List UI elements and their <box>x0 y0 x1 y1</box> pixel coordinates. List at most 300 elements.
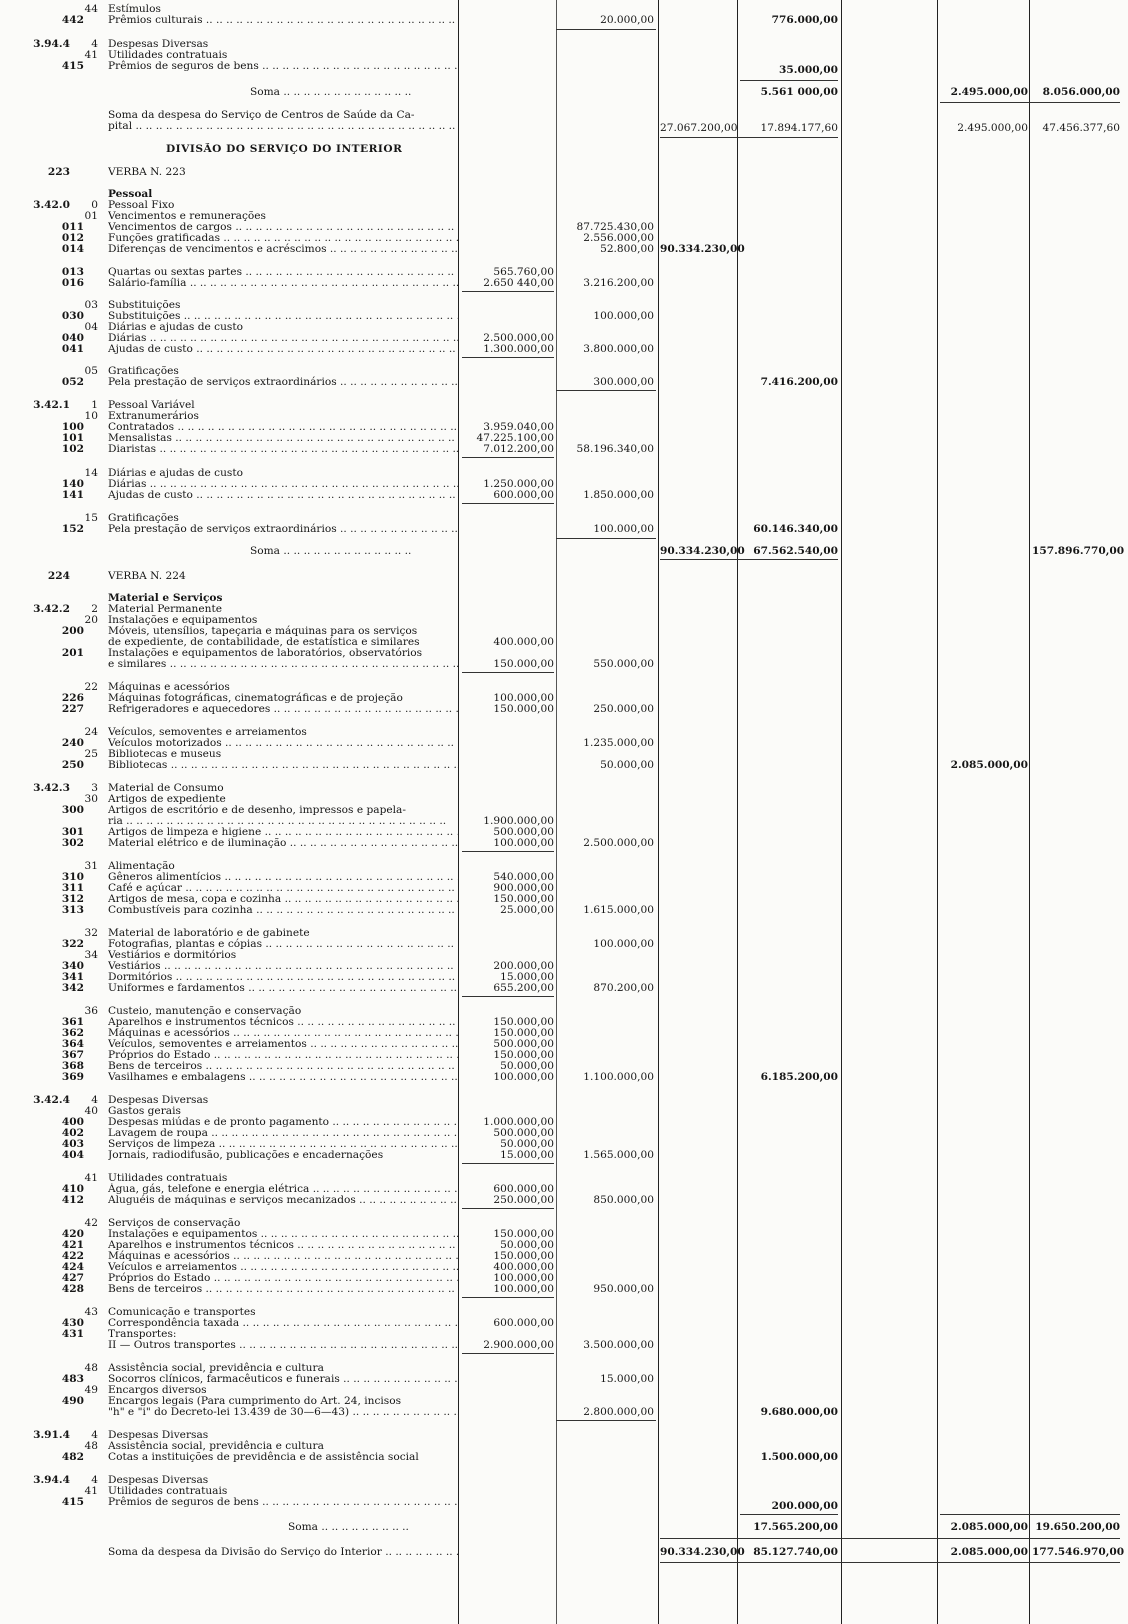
sum-rule <box>660 137 838 138</box>
amount-col-2: 2.800.000,00 <box>583 1406 654 1418</box>
item-description: e similares .. .. <box>108 658 458 670</box>
classification-code: 3.42.0 <box>33 199 70 211</box>
item-description: Aluguéis de máquinas e serviços mecanizados .. .. <box>108 1194 458 1206</box>
amount-col-1: 1.300.000,00 <box>483 343 554 355</box>
amount-col-4: 9.680.000,00 <box>760 1406 838 1418</box>
item-code: 415 <box>61 60 84 72</box>
item-code: 311 <box>61 882 84 894</box>
item-description: Aparelhos e instrumentos técnicos .. .. <box>108 1239 458 1251</box>
item-description: Gastos gerais <box>108 1105 181 1117</box>
amount-col-2: 1.235.000,00 <box>583 737 654 749</box>
amount-col-7: 157.896.770,00 <box>1032 545 1125 557</box>
item-code: 422 <box>61 1250 84 1262</box>
amount-col-2: 3.216.200,00 <box>583 277 654 289</box>
item-description: Gratificações <box>108 512 179 524</box>
sum-rule <box>462 672 554 673</box>
item-description: Ajudas de custo .. .. <box>108 343 458 355</box>
item-description: Encargos legais (Para cumprimento do Art. 24, incisos <box>108 1395 402 1407</box>
amount-col-6: 2.085.000,00 <box>950 1521 1028 1533</box>
item-code: 313 <box>61 904 84 916</box>
subgroup-code: 3 <box>91 782 98 794</box>
item-code: 300 <box>61 804 84 816</box>
sum-rule <box>462 357 554 358</box>
sum-label: Soma .. .. <box>250 86 411 98</box>
item-description: Bibliotecas .. .. <box>108 759 458 771</box>
budget-line <box>0 376 1128 388</box>
amount-col-2: 1.850.000,00 <box>583 489 654 501</box>
sum-rule <box>660 1538 1120 1539</box>
item-description: Instalações e equipamentos <box>108 614 258 626</box>
subgroup-code: 48 <box>84 1362 98 1374</box>
amount-col-1: 50.000,00 <box>500 1138 554 1150</box>
item-code: 403 <box>61 1138 84 1150</box>
item-description: Material elétrico e de iluminação .. .. <box>108 837 458 849</box>
item-code: 250 <box>61 759 84 771</box>
item-code: 016 <box>61 277 84 289</box>
sum-rule <box>556 1420 656 1421</box>
amount-col-1: 47.225.100,00 <box>476 432 554 444</box>
budget-line <box>0 703 1128 715</box>
item-description: Fotografias, plantas e cópias .. .. <box>108 938 458 950</box>
item-code: 226 <box>61 692 84 704</box>
subgroup-code: 44 <box>84 3 98 15</box>
item-description: Prêmios de seguros de bens .. .. <box>108 60 458 72</box>
item-description: Dormitórios .. .. <box>108 971 458 983</box>
subgroup-code: 41 <box>84 1485 98 1497</box>
subgroup-code: 4 <box>91 1429 98 1441</box>
amount-col-6: 2.085.000,00 <box>950 759 1028 771</box>
amount-col-3: 90.334.230,00 <box>660 243 745 255</box>
amount-col-6: 2.085.000,00 <box>950 1546 1028 1558</box>
sum-rule <box>660 559 838 560</box>
item-code: 030 <box>61 310 84 322</box>
budget-line <box>0 14 1128 26</box>
amount-col-1: 655.200,00 <box>493 982 554 994</box>
item-description: Despesas Diversas <box>108 38 209 50</box>
sum-rule <box>940 1514 1120 1515</box>
sum-rule <box>462 457 554 458</box>
item-description: Artigos de mesa, copa e cozinha .. .. <box>108 893 458 905</box>
item-code: 102 <box>61 443 84 455</box>
amount-col-1: 150.000,00 <box>493 658 554 670</box>
amount-col-4: 85.127.740,00 <box>753 1546 838 1558</box>
amount-col-2: 100.000,00 <box>593 523 654 535</box>
budget-line <box>0 1521 1128 1533</box>
item-description: Veículos, semoventes e arreiamentos .. .. <box>108 1038 458 1050</box>
amount-col-3: 90.334.230,00 <box>660 545 745 557</box>
item-description: Bens de terceiros .. .. <box>108 1283 458 1295</box>
amount-col-7: 47.456.377,60 <box>1042 122 1120 134</box>
sum-rule <box>940 102 1120 103</box>
subgroup-code: 42 <box>84 1217 98 1229</box>
budget-line <box>0 143 1128 155</box>
item-description: Diárias .. .. <box>108 332 458 344</box>
item-description: Combustíveis para cozinha .. .. <box>108 904 458 916</box>
item-code: 014 <box>61 243 84 255</box>
item-description: Veículos motorizados .. .. <box>108 737 458 749</box>
item-code: 368 <box>61 1060 84 1072</box>
item-description: Cotas a instituições de previdência e de assistência social <box>108 1451 419 1463</box>
sum-rule <box>462 851 554 852</box>
amount-col-1: 150.000,00 <box>493 1027 554 1039</box>
amount-col-4: 6.185.200,00 <box>760 1071 838 1083</box>
amount-col-2: 1.100.000,00 <box>583 1071 654 1083</box>
amount-col-4: 7.416.200,00 <box>760 376 838 388</box>
amount-col-1: 150.000,00 <box>493 1049 554 1061</box>
amount-col-2: 2.500.000,00 <box>583 837 654 849</box>
item-code: 322 <box>61 938 84 950</box>
item-description: Máquinas e acessórios <box>108 681 230 693</box>
subgroup-code: 36 <box>84 1005 98 1017</box>
subgroup-code: 4 <box>91 1474 98 1486</box>
item-code: 101 <box>61 432 84 444</box>
item-description: Assistência social, previdência e cultura <box>108 1362 324 1374</box>
item-description: Transportes: <box>108 1328 177 1340</box>
item-description: Despesas Diversas <box>108 1474 209 1486</box>
item-description: Contratados .. .. <box>108 421 458 433</box>
amount-col-2: 3.500.000,00 <box>583 1339 654 1351</box>
item-description: Diárias e ajudas de custo <box>108 321 243 333</box>
budget-line <box>0 122 1128 134</box>
item-description: Refrigeradores e aquecedores .. .. <box>108 703 458 715</box>
item-description: Encargos diversos <box>108 1384 207 1396</box>
amount-col-1: 540.000,00 <box>493 871 554 883</box>
sum-rule <box>462 1353 554 1354</box>
item-description: Diferenças de vencimentos e acréscimos .. .. <box>108 243 458 255</box>
amount-col-3: 27.067.200,00 <box>660 122 738 134</box>
item-description: Máquinas e acessórios .. .. <box>108 1250 458 1262</box>
budget-line <box>0 1546 1128 1558</box>
item-description: Alimentação <box>108 860 175 872</box>
item-description: Despesas Diversas <box>108 1429 209 1441</box>
item-description: Vestiários e dormitórios <box>108 949 237 961</box>
amount-col-1: 200.000,00 <box>493 960 554 972</box>
item-description: Comunicação e transportes <box>108 1306 256 1318</box>
item-description: Soma da despesa da Divisão do Serviço do Interior .. .. <box>108 1546 458 1558</box>
item-description: pital .. .. <box>108 120 455 132</box>
amount-col-4: 5.561 000,00 <box>760 86 838 98</box>
subgroup-code: 40 <box>84 1105 98 1117</box>
amount-col-4: 67.562.540,00 <box>753 545 838 557</box>
subgroup-code: 03 <box>84 299 98 311</box>
budget-line <box>0 545 1128 557</box>
item-code: 100 <box>61 421 84 433</box>
amount-col-1: 565.760,00 <box>493 266 554 278</box>
sum-label: Soma .. .. <box>288 1521 409 1533</box>
subgroup-code: 14 <box>84 467 98 479</box>
sum-rule <box>660 1562 1120 1563</box>
amount-col-1: 25.000,00 <box>500 904 554 916</box>
classification-code: 3.42.3 <box>33 782 70 794</box>
amount-col-2: 20.000,00 <box>600 14 654 26</box>
item-description: Móveis, utensílios, tapeçaria e máquinas para os serviços <box>108 625 418 637</box>
item-code: 364 <box>61 1038 84 1050</box>
item-code: 442 <box>61 14 84 26</box>
amount-col-1: 2.650 440,00 <box>483 277 554 289</box>
item-code: 041 <box>61 343 84 355</box>
amount-col-7: 177.546.970,00 <box>1032 1546 1125 1558</box>
item-description: Lavagem de roupa .. .. <box>108 1127 458 1139</box>
item-code: 141 <box>61 489 84 501</box>
budget-line <box>0 1149 1128 1161</box>
item-description: Custeio, manutenção e conservação <box>108 1005 302 1017</box>
subgroup-code: 04 <box>84 321 98 333</box>
amount-col-1: 500.000,00 <box>493 1127 554 1139</box>
item-description: Socorros clínicos, farmacêuticos e funerais .. .. <box>108 1373 458 1385</box>
item-code: 227 <box>61 703 84 715</box>
item-code: 421 <box>61 1239 84 1251</box>
item-description: Utilidades contratuais <box>108 1485 228 1497</box>
subgroup-code: 49 <box>84 1384 98 1396</box>
amount-col-1: 2.900.000,00 <box>483 1339 554 1351</box>
item-code: 402 <box>61 1127 84 1139</box>
item-description: Despesas Diversas <box>108 1094 209 1106</box>
item-description: Funções gratificadas .. .. <box>108 232 458 244</box>
amount-col-1: 400.000,00 <box>493 636 554 648</box>
budget-line <box>0 1406 1128 1418</box>
budget-line <box>0 1283 1128 1295</box>
amount-col-2: 1.615.000,00 <box>583 904 654 916</box>
item-description: Artigos de expediente <box>108 793 226 805</box>
item-description: Pessoal Variável <box>108 399 195 411</box>
item-code: 012 <box>61 232 84 244</box>
item-description: Serviços de conservação <box>108 1217 241 1229</box>
amount-col-7: 8.056.000,00 <box>1042 86 1120 98</box>
amount-col-1: 3.959.040,00 <box>483 421 554 433</box>
item-code: 369 <box>61 1071 84 1083</box>
budget-line <box>0 759 1128 771</box>
item-code: 342 <box>61 982 84 994</box>
item-description: Aparelhos e instrumentos técnicos .. .. <box>108 1016 458 1028</box>
classification-code: 223 <box>47 166 70 178</box>
item-description: Vencimentos e remunerações <box>108 210 266 222</box>
amount-col-1: 600.000,00 <box>493 1317 554 1329</box>
amount-col-2: 850.000,00 <box>593 1194 654 1206</box>
item-code: 340 <box>61 960 84 972</box>
budget-line <box>0 166 1128 178</box>
subgroup-code: 0 <box>91 199 98 211</box>
sum-rule <box>462 1208 554 1209</box>
budget-line <box>0 277 1128 289</box>
amount-col-1: 600.000,00 <box>493 489 554 501</box>
item-code: 428 <box>61 1283 84 1295</box>
amount-col-2: 15.000,00 <box>600 1373 654 1385</box>
item-description: Ajudas de custo .. .. <box>108 489 458 501</box>
item-description: VERBA N. 224 <box>108 570 186 582</box>
subgroup-code: 43 <box>84 1306 98 1318</box>
classification-code: 3.42.4 <box>33 1094 70 1106</box>
amount-col-4: 60.146.340,00 <box>753 523 838 535</box>
item-code: 482 <box>61 1451 84 1463</box>
section-heading: DIVISÃO DO SERVIÇO DO INTERIOR <box>166 143 403 155</box>
item-description: Substituições <box>108 299 181 311</box>
item-description: Material de Consumo <box>108 782 224 794</box>
item-code: 201 <box>61 647 84 659</box>
subgroup-code: 48 <box>84 1440 98 1452</box>
amount-col-1: 400.000,00 <box>493 1261 554 1273</box>
amount-col-4: 17.565.200,00 <box>753 1521 838 1533</box>
item-code: 302 <box>61 837 84 849</box>
item-code: 430 <box>61 1317 84 1329</box>
subgroup-code: 01 <box>84 210 98 222</box>
item-description: Substituições .. .. <box>108 310 458 322</box>
subgroup-code: 20 <box>84 614 98 626</box>
item-description: de expediente, de contabilidade, de estatística e similares <box>108 636 420 648</box>
subgroup-code: 24 <box>84 726 98 738</box>
amount-col-7: 19.650.200,00 <box>1035 1521 1120 1533</box>
amount-col-2: 870.200,00 <box>593 982 654 994</box>
item-code: 011 <box>61 221 84 233</box>
subgroup-code: 25 <box>84 748 98 760</box>
item-description: Máquinas e acessórios .. .. <box>108 1027 458 1039</box>
item-description: ria .. .. <box>108 815 446 827</box>
item-description: Veículos e arreiamentos .. .. <box>108 1261 458 1273</box>
item-code: 040 <box>61 332 84 344</box>
amount-col-2: 3.800.000,00 <box>583 343 654 355</box>
sum-rule <box>462 503 554 504</box>
item-description: Água, gás, telefone e energia elétrica .. .. <box>108 1183 458 1195</box>
amount-col-2: 2.556.000,00 <box>583 232 654 244</box>
item-description: Material de laboratório e de gabinete <box>108 927 310 939</box>
amount-col-1: 600.000,00 <box>493 1183 554 1195</box>
amount-col-1: 150.000,00 <box>493 1016 554 1028</box>
item-description: Próprios do Estado .. .. <box>108 1272 458 1284</box>
item-code: 415 <box>61 1496 84 1508</box>
subgroup-code: 10 <box>84 410 98 422</box>
item-description: Extranumerários <box>108 410 199 422</box>
item-description: Soma da despesa do Serviço de Centros de Saúde da Ca- <box>108 109 415 121</box>
budget-line <box>0 443 1128 455</box>
classification-code: 3.94.4 <box>33 38 70 50</box>
budget-line <box>0 64 1128 76</box>
sum-rule <box>462 1297 554 1298</box>
item-description: Diaristas .. .. <box>108 443 458 455</box>
amount-col-1: 150.000,00 <box>493 893 554 905</box>
subgroup-code: 41 <box>84 49 98 61</box>
sum-rule <box>462 996 554 997</box>
item-description: Café e açúcar .. .. <box>108 882 458 894</box>
item-description: Quartas ou sextas partes .. .. <box>108 266 458 278</box>
item-description: Gratificações <box>108 365 179 377</box>
subgroup-code: 22 <box>84 681 98 693</box>
item-description: VERBA N. 223 <box>108 166 186 178</box>
item-description: Salário-família .. .. <box>108 277 458 289</box>
sum-rule <box>462 1163 554 1164</box>
item-description: Gêneros alimentícios .. .. <box>108 871 458 883</box>
subgroup-code: 32 <box>84 927 98 939</box>
amount-col-2: 950.000,00 <box>593 1283 654 1295</box>
item-code: 412 <box>61 1194 84 1206</box>
item-description: Mensalistas .. .. <box>108 432 458 444</box>
subgroup-code: 2 <box>91 603 98 615</box>
budget-line <box>0 523 1128 535</box>
budget-line <box>0 570 1128 582</box>
item-code: 362 <box>61 1027 84 1039</box>
amount-col-3: 90.334.230,00 <box>660 1546 745 1558</box>
item-description: Prêmios de seguros de bens .. .. <box>108 1496 458 1508</box>
item-description: Vencimentos de cargos .. .. <box>108 221 458 233</box>
item-code: 483 <box>61 1373 84 1385</box>
amount-col-1: 7.012.200,00 <box>483 443 554 455</box>
sum-rule <box>740 1514 838 1515</box>
amount-col-4: 776.000,00 <box>771 14 838 26</box>
item-code: 361 <box>61 1016 84 1028</box>
amount-col-2: 300.000,00 <box>593 376 654 388</box>
sum-rule <box>740 80 838 81</box>
amount-col-1: 250.000,00 <box>493 1194 554 1206</box>
item-description: Próprios do Estado .. .. <box>108 1049 458 1061</box>
sum-label: Soma .. .. <box>250 545 411 557</box>
amount-col-1: 150.000,00 <box>493 1250 554 1262</box>
item-description: Pela prestação de serviços extraordinários .. .. <box>108 376 458 388</box>
item-code: 312 <box>61 893 84 905</box>
amount-col-1: 2.500.000,00 <box>483 332 554 344</box>
item-description: Bens de terceiros .. .. <box>108 1060 458 1072</box>
budget-line <box>0 904 1128 916</box>
item-description: Material Permanente <box>108 603 223 615</box>
item-code: 341 <box>61 971 84 983</box>
budget-line <box>0 658 1128 670</box>
item-code: 310 <box>61 871 84 883</box>
budget-line <box>0 343 1128 355</box>
item-code: 427 <box>61 1272 84 1284</box>
budget-line <box>0 489 1128 501</box>
amount-col-1: 500.000,00 <box>493 1038 554 1050</box>
amount-col-4: 35.000,00 <box>779 64 838 76</box>
classification-code: 3.42.1 <box>33 399 70 411</box>
amount-col-1: 100.000,00 <box>493 837 554 849</box>
sum-rule <box>556 29 656 30</box>
item-code: 404 <box>61 1149 84 1161</box>
subgroup-code: 31 <box>84 860 98 872</box>
item-code: 140 <box>61 478 84 490</box>
item-description: Jornais, radiodifusão, publicações e encadernações <box>108 1149 384 1161</box>
amount-col-2: 1.565.000,00 <box>583 1149 654 1161</box>
item-description: Pessoal Fixo <box>108 199 175 211</box>
item-code: 400 <box>61 1116 84 1128</box>
subgroup-code: 30 <box>84 793 98 805</box>
amount-col-6: 2.495.000,00 <box>957 122 1028 134</box>
budget-line <box>0 86 1128 98</box>
amount-col-2: 87.725.430,00 <box>576 221 654 233</box>
item-description: Serviços de limpeza .. .. <box>108 1138 458 1150</box>
item-description: Bibliotecas e museus <box>108 748 222 760</box>
item-code: 013 <box>61 266 84 278</box>
item-code: 410 <box>61 1183 84 1195</box>
amount-col-2: 58.196.340,00 <box>576 443 654 455</box>
subgroup-code: 34 <box>84 949 98 961</box>
sum-rule <box>556 538 656 539</box>
amount-col-1: 150.000,00 <box>493 703 554 715</box>
item-description: Utilidades contratuais <box>108 1172 228 1184</box>
item-description: Vestiários .. .. <box>108 960 458 972</box>
item-description: Pessoal <box>108 188 153 200</box>
subgroup-code: 4 <box>91 1094 98 1106</box>
budget-line <box>0 1500 1128 1512</box>
amount-col-2: 100.000,00 <box>593 938 654 950</box>
amount-col-1: 15.000,00 <box>500 971 554 983</box>
amount-col-1: 150.000,00 <box>493 1228 554 1240</box>
item-code: 052 <box>61 376 84 388</box>
amount-col-6: 2.495.000,00 <box>950 86 1028 98</box>
item-description: Diárias e ajudas de custo <box>108 467 243 479</box>
classification-code: 3.91.4 <box>33 1429 70 1441</box>
amount-col-1: 1.900.000,00 <box>483 815 554 827</box>
amount-col-1: 1.250.000,00 <box>483 478 554 490</box>
classification-code: 3.94.4 <box>33 1474 70 1486</box>
amount-col-1: 900.000,00 <box>493 882 554 894</box>
classification-code: 224 <box>47 570 70 582</box>
